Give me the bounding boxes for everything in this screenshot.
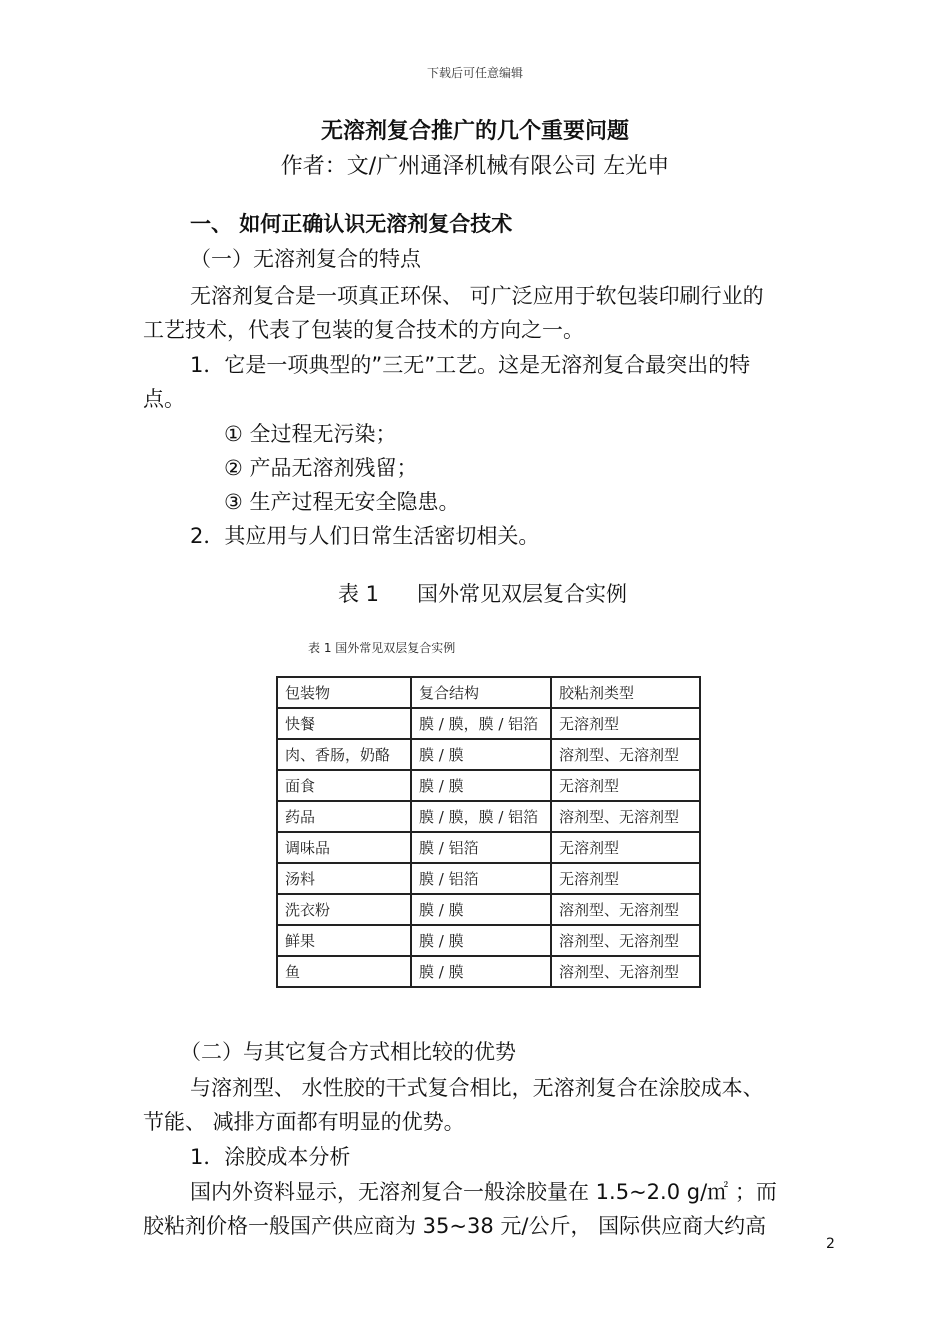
table-cell: 膜 / 膜: [411, 739, 551, 770]
table-cell: 复合结构: [411, 677, 551, 708]
table-cell: 膜 / 膜: [411, 894, 551, 925]
table-cell: 溶剂型、无溶剂型: [551, 739, 700, 770]
author-line: 作者：文/广州通泽机械有限公司 左光申: [280, 154, 670, 179]
table-row: [277, 894, 700, 925]
table-cell: 溶剂型、无溶剂型: [551, 894, 700, 925]
table-cell: 膜 / 铝箔: [411, 832, 551, 863]
paragraph-line: 无溶剂复合是一项真正环保、 可广泛应用于软包装印刷行业的: [190, 284, 764, 308]
table-cell: 膜 / 铝箔: [411, 863, 551, 894]
numbered-item: 2．其应用与人们日常生活密切相关。: [190, 524, 540, 548]
bullet-item: ③ 生产过程无安全隐患。: [224, 490, 460, 514]
subsection-heading-2: （二）与其它复合方式相比较的优势: [180, 1040, 516, 1064]
table-caption-text: 国外常见双层复合实例: [417, 582, 628, 606]
table-cell: 面食: [277, 770, 411, 801]
table-cell: 无溶剂型: [551, 708, 700, 739]
table-cell: 膜 / 膜，膜 / 铝箔: [411, 801, 551, 832]
table-cell: 调味品: [277, 832, 411, 863]
page-header: 下载后可任意编辑: [426, 66, 523, 80]
table-cell: 肉、香肠，奶酪: [277, 739, 411, 770]
table-caption-number: 表 1: [338, 582, 380, 606]
numbered-item: 1．涂胶成本分析: [190, 1145, 351, 1169]
paragraph-line: 胶粘剂价格一般国产供应商为 35~38 元/公斤， 国际供应商大约高: [143, 1214, 767, 1238]
paragraph-line: 点。: [143, 387, 185, 411]
table-row: [277, 770, 700, 801]
table-cell: 溶剂型、无溶剂型: [551, 956, 700, 987]
document-title: 无溶剂复合推广的几个重要问题: [320, 119, 629, 144]
table-cell: 胶粘剂类型: [551, 677, 700, 708]
table-row: [277, 863, 700, 894]
table-cell: 汤料: [277, 863, 411, 894]
table-cell: 膜 / 膜: [411, 925, 551, 956]
table-caption: [338, 578, 627, 608]
table-cell: 无溶剂型: [551, 770, 700, 801]
table-cell: 膜 / 膜，膜 / 铝箔: [411, 708, 551, 739]
paragraph-line: 节能、 减排方面都有明显的优势。: [143, 1110, 465, 1134]
table-cell: 鲜果: [277, 925, 411, 956]
table-row: [277, 956, 700, 987]
paragraph-line: 与溶剂型、 水性胶的干式复合相比，无溶剂复合在涂胶成本、: [190, 1076, 764, 1100]
table-row: [277, 708, 700, 739]
table-row: [277, 925, 700, 956]
table-cell: 包装物: [277, 677, 411, 708]
table-cell: 膜 / 膜: [411, 956, 551, 987]
table-cell: 快餐: [277, 708, 411, 739]
table-cell: 鱼: [277, 956, 411, 987]
table-cell: 药品: [277, 801, 411, 832]
table-row: [277, 739, 700, 770]
table-row: [277, 832, 700, 863]
table-cell: 溶剂型、无溶剂型: [551, 801, 700, 832]
paragraph-line: 国内外资料显示，无溶剂复合一般涂胶量在 1.5~2.0 g/㎡ ；而: [190, 1180, 777, 1204]
numbered-item: 1．它是一项典型的”三无”工艺。这是无溶剂复合最突出的特: [190, 353, 751, 377]
page-number: 2: [826, 1236, 835, 1252]
table-image-caption: 表 1 国外常见双层复合实例: [308, 641, 456, 655]
table-header-row: [277, 677, 700, 708]
bullet-item: ① 全过程无污染；: [224, 422, 397, 446]
section-heading-1: 一、 如何正确认识无溶剂复合技术: [190, 212, 513, 236]
paragraph-line: 工艺技术，代表了包装的复合技术的方向之一。: [143, 318, 584, 342]
subsection-heading-1: （一）无溶剂复合的特点: [190, 247, 421, 271]
table-cell: 洗衣粉: [277, 894, 411, 925]
table-row: [277, 801, 700, 832]
table-cell: 膜 / 膜: [411, 770, 551, 801]
table-cell: 溶剂型、无溶剂型: [551, 925, 700, 956]
composite-examples-table: [276, 676, 701, 988]
bullet-item: ② 产品无溶剂残留；: [224, 456, 418, 480]
table-cell: 无溶剂型: [551, 863, 700, 894]
table-cell: 无溶剂型: [551, 832, 700, 863]
